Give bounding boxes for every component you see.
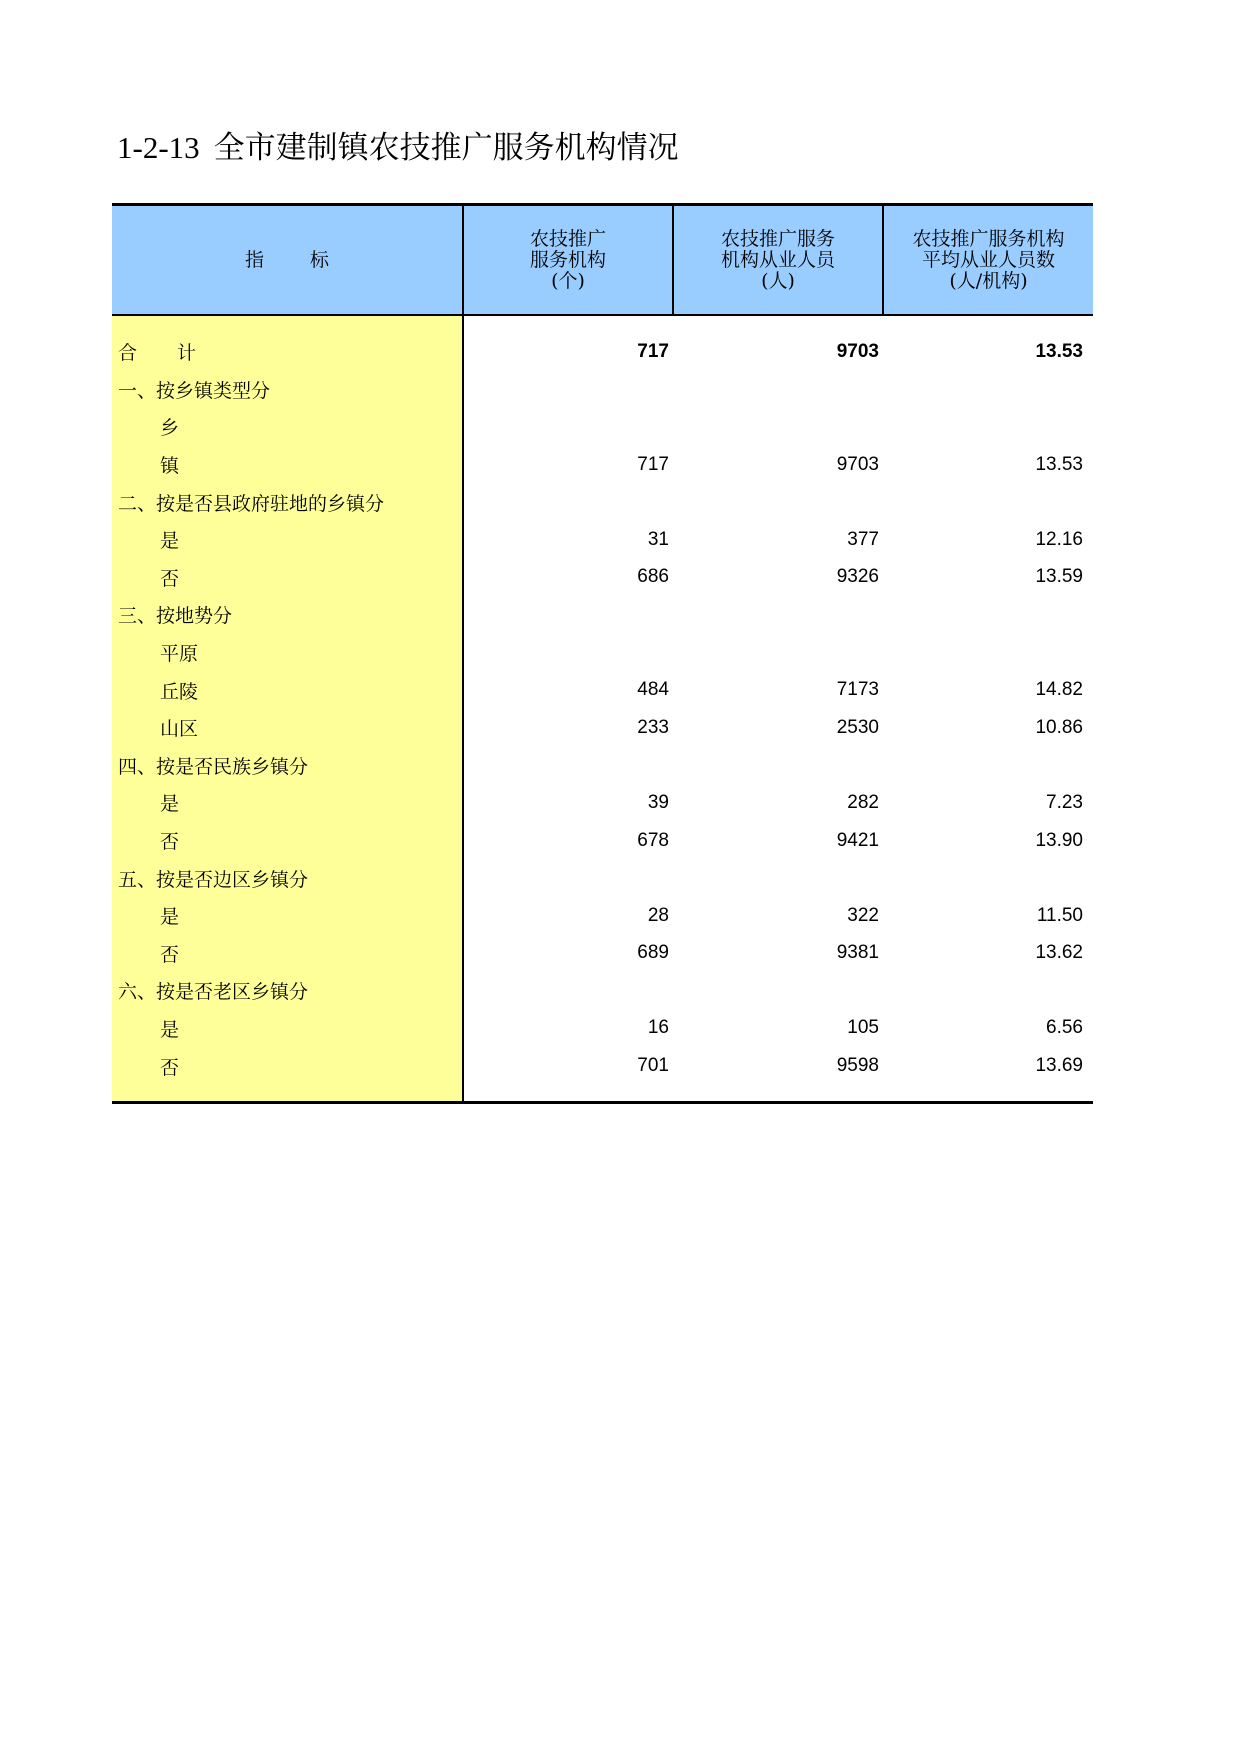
table-row bbox=[112, 972, 1093, 1010]
cell-staff bbox=[673, 859, 883, 897]
row-label: 否 bbox=[112, 935, 463, 973]
cell-average: 13.53 bbox=[1035, 340, 1083, 362]
table-row bbox=[112, 408, 1093, 446]
cell-institutions: 717 bbox=[637, 340, 669, 362]
header-staff: 农技推广服务 机构从业人员 (人) bbox=[673, 205, 883, 316]
row-label: 四、按是否民族乡镇分 bbox=[112, 747, 463, 785]
cell-institutions: 28 bbox=[647, 904, 669, 926]
cell-average bbox=[883, 596, 1093, 634]
cell-average bbox=[883, 371, 1093, 409]
cell-average: 6.56 bbox=[1046, 1017, 1083, 1039]
cell-staff: 9326 bbox=[836, 566, 879, 588]
cell-staff: 377 bbox=[847, 528, 879, 550]
cell-institutions bbox=[463, 483, 673, 521]
cell-average: 13.59 bbox=[1035, 566, 1083, 588]
cell-institutions: 717 bbox=[637, 453, 669, 475]
table-row bbox=[112, 822, 1093, 860]
row-label: 是 bbox=[112, 521, 463, 559]
cell-staff bbox=[673, 483, 883, 521]
row-label: 三、按地势分 bbox=[112, 596, 463, 634]
table-number: 1-2-13 bbox=[117, 130, 200, 165]
cell-institutions: 16 bbox=[647, 1017, 669, 1039]
cell-average: 13.62 bbox=[1035, 942, 1083, 964]
cell-average: 7.23 bbox=[1046, 791, 1083, 813]
row-label: 否 bbox=[112, 822, 463, 860]
cell-staff bbox=[673, 371, 883, 409]
header-average-staff: 农技推广服务机构 平均从业人员数 (人/机构) bbox=[883, 205, 1093, 316]
row-label: 二、按是否县政府驻地的乡镇分 bbox=[112, 483, 463, 521]
cell-staff: 9703 bbox=[836, 453, 879, 475]
row-label: 合 计 bbox=[112, 333, 463, 371]
table-end-row bbox=[112, 1085, 1093, 1103]
cell-staff: 322 bbox=[847, 904, 879, 926]
cell-institutions bbox=[463, 634, 673, 672]
cell-staff bbox=[673, 596, 883, 634]
table-row bbox=[112, 747, 1093, 785]
cell-staff bbox=[673, 972, 883, 1010]
cell-staff: 9381 bbox=[836, 942, 879, 964]
cell-institutions: 484 bbox=[637, 679, 669, 701]
cell-average bbox=[883, 972, 1093, 1010]
table-body bbox=[112, 315, 1093, 1102]
cell-average bbox=[883, 859, 1093, 897]
cell-average bbox=[883, 634, 1093, 672]
cell-average: 13.90 bbox=[1035, 829, 1083, 851]
cell-institutions bbox=[463, 972, 673, 1010]
cell-staff: 282 bbox=[847, 791, 879, 813]
header-row bbox=[112, 205, 1093, 316]
table-row bbox=[112, 709, 1093, 747]
row-label: 是 bbox=[112, 897, 463, 935]
cell-institutions: 701 bbox=[637, 1055, 669, 1077]
cell-staff bbox=[673, 747, 883, 785]
row-label: 否 bbox=[112, 559, 463, 597]
cell-staff bbox=[673, 408, 883, 446]
cell-average: 14.82 bbox=[1035, 679, 1083, 701]
table-row bbox=[112, 1010, 1093, 1048]
cell-institutions: 233 bbox=[637, 716, 669, 738]
cell-average: 13.53 bbox=[1035, 453, 1083, 475]
cell-institutions: 678 bbox=[637, 829, 669, 851]
row-label: 六、按是否老区乡镇分 bbox=[112, 972, 463, 1010]
cell-average bbox=[883, 483, 1093, 521]
cell-institutions bbox=[463, 859, 673, 897]
cell-average bbox=[883, 408, 1093, 446]
cell-average: 12.16 bbox=[1035, 528, 1083, 550]
row-label: 否 bbox=[112, 1047, 463, 1085]
cell-average: 13.69 bbox=[1035, 1055, 1083, 1077]
table-row bbox=[112, 784, 1093, 822]
cell-staff: 9598 bbox=[836, 1055, 879, 1077]
cell-institutions: 31 bbox=[647, 528, 669, 550]
header-service-institutions: 农技推广 服务机构 (个) bbox=[463, 205, 673, 316]
total-row bbox=[112, 333, 1093, 371]
statistics-table-container bbox=[112, 203, 1093, 1104]
table-row bbox=[112, 483, 1093, 521]
cell-institutions bbox=[463, 371, 673, 409]
table-row bbox=[112, 935, 1093, 973]
row-label: 镇 bbox=[112, 446, 463, 484]
table-row bbox=[112, 446, 1093, 484]
table-row bbox=[112, 634, 1093, 672]
row-label: 平原 bbox=[112, 634, 463, 672]
table-row bbox=[112, 671, 1093, 709]
cell-staff bbox=[673, 634, 883, 672]
row-label: 一、按乡镇类型分 bbox=[112, 371, 463, 409]
cell-institutions bbox=[463, 747, 673, 785]
spacer-row bbox=[112, 315, 1093, 333]
table-row bbox=[112, 559, 1093, 597]
row-label: 乡 bbox=[112, 408, 463, 446]
cell-staff: 9703 bbox=[836, 340, 879, 362]
cell-staff: 105 bbox=[847, 1017, 879, 1039]
row-label: 五、按是否边区乡镇分 bbox=[112, 859, 463, 897]
table-row bbox=[112, 859, 1093, 897]
cell-institutions bbox=[463, 596, 673, 634]
cell-average: 11.50 bbox=[1036, 904, 1083, 926]
table-row bbox=[112, 521, 1093, 559]
row-label: 山区 bbox=[112, 709, 463, 747]
cell-institutions: 686 bbox=[637, 566, 669, 588]
cell-staff: 2530 bbox=[836, 716, 879, 738]
header-indicator: 指 标 bbox=[112, 205, 463, 316]
row-label: 是 bbox=[112, 1010, 463, 1048]
table-row bbox=[112, 897, 1093, 935]
table-title-text: 全市建制镇农技推广服务机构情况 bbox=[213, 130, 679, 166]
row-label: 丘陵 bbox=[112, 671, 463, 709]
table-row bbox=[112, 596, 1093, 634]
cell-staff: 7173 bbox=[836, 679, 879, 701]
cell-institutions bbox=[463, 408, 673, 446]
page-title bbox=[117, 122, 679, 167]
cell-average: 10.86 bbox=[1035, 716, 1083, 738]
cell-institutions: 689 bbox=[637, 942, 669, 964]
cell-staff: 9421 bbox=[836, 829, 879, 851]
cell-average bbox=[883, 747, 1093, 785]
row-label: 是 bbox=[112, 784, 463, 822]
table-row bbox=[112, 371, 1093, 409]
table-row bbox=[112, 1047, 1093, 1085]
cell-institutions: 39 bbox=[647, 791, 669, 813]
statistics-table bbox=[112, 203, 1093, 1104]
